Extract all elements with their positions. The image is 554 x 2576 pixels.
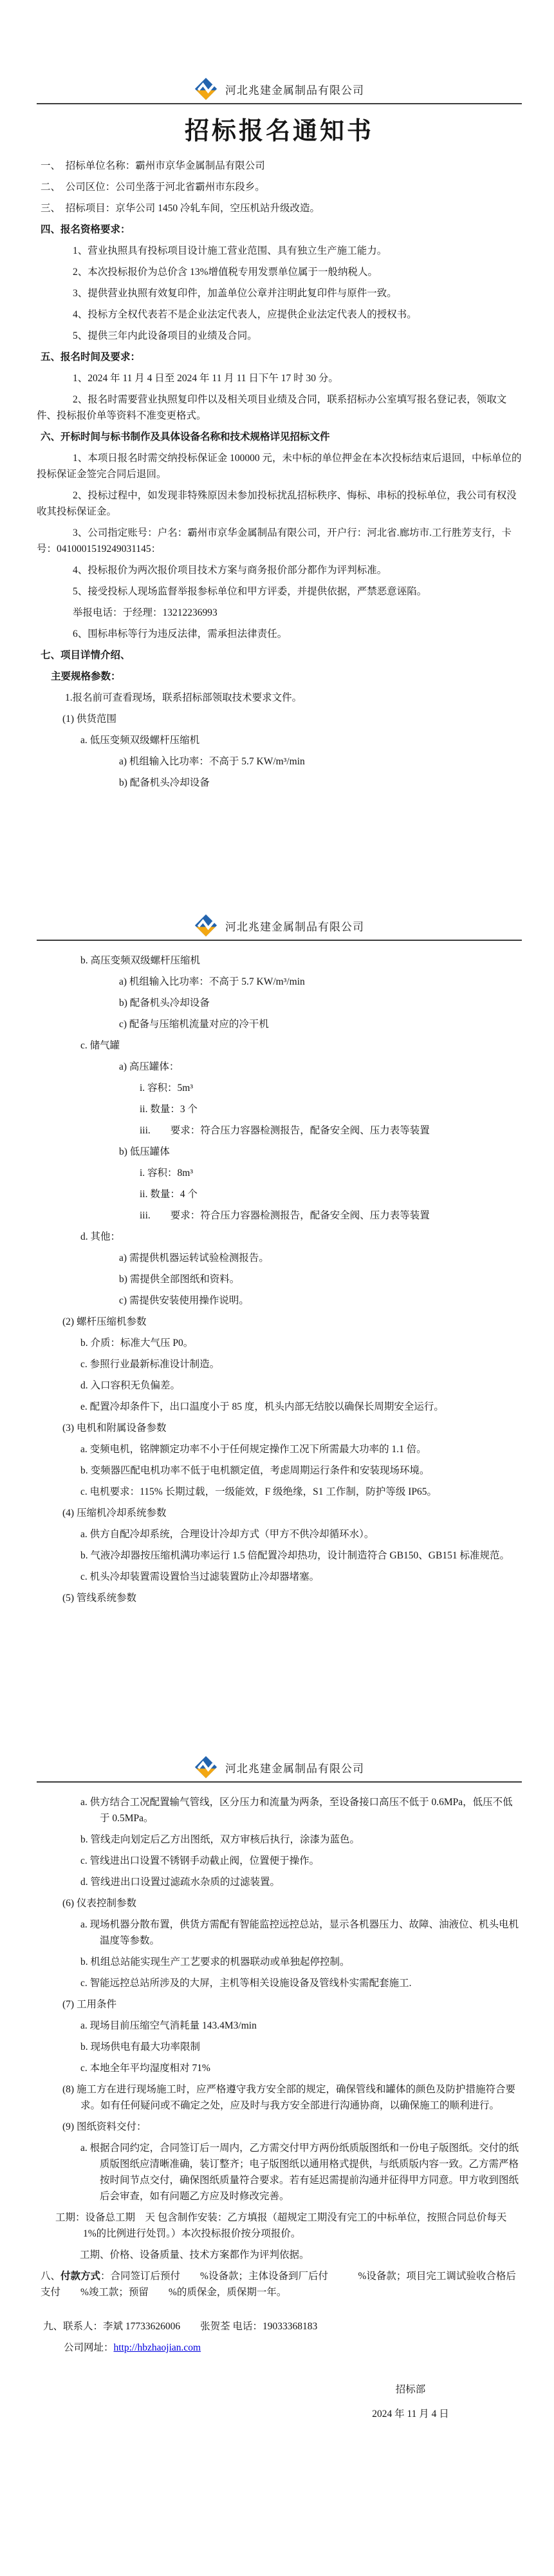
paragraph-line: (4) 压缩机冷却系统参数 (62, 1508, 167, 1519)
paragraph-line: b. 介质：标准大气压 P0。 (80, 1338, 194, 1349)
paragraph-line: a. 根据合同约定，合同签订后一周内，乙方需交付甲方两份纸质版图纸和一份电子版图纸。交付的纸质版图纸应清晰准确，装订整齐；电子版图纸以通用格式提供，与纸质版内容一致。乙方需严格按时间节点交付，确保图纸质量符合要求。若有延迟需提前沟通并征得甲方同意。甲方收到图纸后会审查，如有问题乙方应及时修改完善。 (80, 2143, 519, 2202)
company-logo-icon (194, 1756, 217, 1779)
paragraph-line: d. 管线进出口设置过滤疏水杂质的过滤装置。 (80, 1877, 281, 1888)
page-header (37, 1717, 522, 1779)
paragraph-line: 工期：设备总工期 天 包含制作安装：乙方填报（超规定工期没有完工的中标单位，按照合同总价每天 1%的比例进行处罚。）本次投标报价按分项报价。 (55, 2212, 507, 2239)
paragraph-line: 6、围标串标等行为违反法律，需承担法律责任。 (73, 629, 288, 639)
paragraph-line: 四、报名资格要求： (41, 224, 131, 235)
page-1-content (37, 158, 522, 791)
header-rule (37, 1781, 522, 1783)
page-header (37, 0, 522, 100)
text-segment: ：合同签订后预付 %设备款；主体设备到厂后付 %设备款；项目完工调试验收合格后支付 %竣工款；预留 %的质保金，质保期一年。 (41, 2271, 516, 2298)
paragraph-line: iii. 要求：符合压力容器检测报告，配备安全阀、压力表等装置 (140, 1210, 430, 1221)
paragraph-line: 七、项目详情介绍、 (41, 650, 131, 661)
paragraph-line: 3、公司指定账号：户名：霸州市京华金属制品有限公司，开户行：河北省.廊坊市.工行胜芳支行，卡号：0410001519249031145： (37, 527, 512, 554)
website-line (37, 2340, 522, 2356)
text-segment: 八、 (41, 2271, 61, 2282)
paragraph-line: 主要规格参数： (51, 671, 121, 682)
company-name: 河北兆建金属制品有限公司 (225, 920, 364, 933)
paragraph-line: (6) 仪表控制参数 (62, 1898, 136, 1909)
website-label: 公司网址： (64, 2342, 114, 2353)
paragraph-line: c. 参照行业最新标准设计制造。 (80, 1359, 220, 1370)
page-header (37, 858, 522, 937)
paragraph-line: a. 现场目前压缩空气消耗量 143.4M3/min (80, 2020, 257, 2031)
paragraph-line: 1.报名前可查看现场，联系招标部领取技术要求文件。 (65, 692, 302, 703)
page-3 (0, 1717, 554, 2576)
paragraph-line: b. 现场供电有最大功率限制 (80, 2041, 201, 2052)
paragraph-line: 5、接受投标人现场监督举报参标单位和甲方评委，并提供依据，严禁恶意诬陷。 (73, 586, 427, 597)
paragraph-line: b. 变频器匹配电机功率不低于电机额定值，考虑周期运行条件和安装现场环境。 (80, 1465, 430, 1476)
paragraph-line: a. 供方自配冷却系统，合理设计冷却方式（甲方不供冷却循环水）。 (80, 1529, 374, 1540)
paragraph-line: a. 低压变频双级螺杆压缩机 (80, 735, 200, 746)
paragraph-line: 五、报名时间及要求： (41, 352, 141, 363)
paragraph-line: (8) 施工方在进行现场施工时，应严格遵守我方安全部的规定，确保管线和罐体的颜色及防护措施符合要求。如有任何疑问或不确定之处，应及时与我方安全部进行沟通协商，以确保施工的顺利进行。 (62, 2084, 515, 2111)
paragraph-line: d. 入口容积无负偏差。 (80, 1380, 181, 1391)
paragraph-line: b) 配备机头冷却设备 (119, 777, 210, 788)
paragraph-line: b) 需提供全部图纸和资料。 (119, 1274, 240, 1285)
paragraph-line: a. 变频电机，铭牌额定功率不小于任何规定操作工况下所需最大功率的 1.1 倍。 (80, 1444, 427, 1455)
paragraph-line: b) 配备机头冷却设备 (119, 998, 210, 1009)
paragraph-line: b. 机组总站能实现生产工艺要求的机器联动或单独起停控制。 (80, 1956, 350, 1967)
header-rule (37, 940, 522, 941)
paragraph-line: c. 智能远控总站所涉及的大屏，主机等相关设施设备及管线朴实需配套施工. (80, 1978, 412, 1989)
payment-terms (37, 2268, 522, 2300)
paragraph-line: 六、开标时间与标书制作及具体设备名称和技术规格详见招标文件 (41, 431, 330, 442)
paragraph-line: iii. 要求：符合压力容器检测报告，配备安全阀、压力表等装置 (140, 1125, 430, 1136)
paragraph-line: a) 需提供机器运转试验检测报告。 (119, 1253, 269, 1264)
paragraph-line: a. 供方结合工况配置输气管线，区分压力和流量为两条，至设备接口高压不低于 0.6MPa，低压不低于 0.5MPa。 (80, 1797, 513, 1824)
company-logo-icon (194, 914, 217, 937)
company-logo-icon (194, 77, 217, 100)
paragraph-line: c) 需提供安装使用操作说明。 (119, 1295, 249, 1306)
page-2-content (37, 952, 522, 1606)
paragraph-line: 2、本次投标报价为总价含 13%增值税专用发票单位属于一般纳税人。 (73, 267, 378, 278)
header-rule (37, 103, 522, 104)
paragraph-line: c) 配备与压缩机流量对应的冷干机 (119, 1019, 269, 1030)
page-2 (0, 858, 554, 1717)
paragraph-line: ii. 数量：3 个 (140, 1104, 198, 1115)
paragraph-line: 5、提供三年内此设备项目的业绩及合同。 (73, 330, 257, 341)
paragraph-line: (2) 螺杆压缩机参数 (62, 1316, 147, 1327)
company-name: 河北兆建金属制品有限公司 (225, 1762, 364, 1775)
paragraph-line: d. 其他： (80, 1231, 121, 1242)
paragraph-line: 三、 招标项目：京华公司 1450 冷轧车间，空压机站升级改造。 (41, 203, 320, 214)
paragraph-line: a) 机组输入比功率：不高于 5.7 KW/m³/min (119, 756, 305, 767)
paragraph-line: b) 低压罐体 (119, 1146, 170, 1157)
paragraph-line: 1、营业执照具有投标项目设计施工营业范围、具有独立生产施工能力。 (73, 245, 387, 256)
paragraph-line: 2、投标过程中，如发现非特殊原因未参加投标扰乱招标秩序、悔标、串标的投标单位，我公司有权没收其投标保证金。 (37, 490, 517, 517)
paragraph-line: e. 配置冷却条件下，出口温度小于 85 度，机头内部无结胶以确保长周期安全运行。 (80, 1401, 444, 1412)
paragraph-line: 工期、价格、设备质量、技术方案都作为评判依据。 (80, 2249, 309, 2260)
page-3-content (37, 1794, 522, 2334)
paragraph-line: c. 储气罐 (80, 1040, 120, 1051)
paragraph-line: i. 容积：8m³ (140, 1168, 194, 1179)
paragraph-line: a. 现场机器分散布置，供货方需配有智能监控远控总站，显示各机器压力、故障、油液位、机头电机温度等参数。 (80, 1919, 519, 1946)
paragraph-line: 二、 公司区位：公司坐落于河北省霸州市东段乡。 (41, 182, 265, 193)
payment-label: 付款方式 (60, 2271, 101, 2282)
signature-date: 2024 年 11 月 4 日 (372, 2409, 449, 2420)
paragraph-line: c. 电机要求：115% 长期过载，一级能效，F 级绝缘，S1 工作制，防护等级 IP65。 (80, 1486, 437, 1497)
document-title: 招标报名通知书 (184, 118, 374, 145)
paragraph-line: a) 机组输入比功率：不高于 5.7 KW/m³/min (119, 976, 305, 987)
paragraph-line: (1) 供货范围 (62, 714, 116, 724)
paragraph-line: 1、2024 年 11 月 4 日至 2024 年 11 月 11 日下午 17 时 30 分。 (73, 373, 338, 384)
paragraph-line: c. 机头冷却装置需设置恰当过滤装置防止冷却器堵塞。 (80, 1571, 320, 1582)
paragraph-line: (9) 图纸资料交付： (62, 2121, 147, 2132)
company-name: 河北兆建金属制品有限公司 (225, 84, 364, 97)
paragraph-line: i. 容积：5m³ (140, 1083, 194, 1094)
paragraph-line: b. 高压变频双级螺杆压缩机 (80, 955, 201, 966)
paragraph-line: 4、投标方全权代表若不是企业法定代表人，应提供企业法定代表人的授权书。 (73, 309, 417, 320)
page-1 (0, 0, 554, 858)
paragraph-line: 1、本项日报名时需交纳投标保证金 100000 元，未中标的单位押金在本次投标结束后退回，中标单位的投标保证金签完合同后退回。 (37, 453, 522, 480)
contact-line: 九、联系人：李斌 17733626006 张贺荃 电话：19033368183 (43, 2321, 318, 2332)
paragraph-line: 一、 招标单位名称：霸州市京华金属制品有限公司 (41, 160, 265, 171)
signature-department: 招标部 (395, 2384, 426, 2395)
signature-block (349, 2382, 472, 2420)
paragraph-line: ii. 数量：4 个 (140, 1189, 198, 1200)
paragraph-line: (3) 电机和附属设备参数 (62, 1423, 167, 1434)
paragraph-line: c. 本地全年平均湿度相对 71% (80, 2063, 210, 2074)
paragraph-line: b. 气液冷却器按压缩机满功率运行 1.5 倍配置冷却热功，设计制造符合 GB150、GB151 标准规范。 (80, 1550, 510, 1561)
paragraph-line: 举报电话：于经理：13212236993 (73, 607, 217, 618)
paragraph-line: a) 高压罐体： (119, 1061, 180, 1072)
paragraph-line: c. 管线进出口设置不锈钢手动截止阀，位置便于操作。 (80, 1855, 320, 1866)
paragraph-line: (7) 工用条件 (62, 1999, 116, 2010)
paragraph-line: 2、报名时需要营业执照复印件以及相关项目业绩及合同，联系招标办公室填写报名登记表，领取文件、投标报价单等资料不准变更格式。 (37, 394, 507, 421)
paragraph-line: 3、提供营业执照有效复印件，加盖单位公章并注明此复印件与原件一致。 (73, 288, 397, 299)
paragraph-line: 4、投标报价为两次报价项目技术方案与商务报价部分都作为评判标准。 (73, 565, 387, 576)
paragraph-line: b. 管线走向划定后乙方出图纸，双方审核后执行，涂漆为蓝色。 (80, 1834, 360, 1845)
website-link[interactable]: http://hbzhaojian.com (113, 2342, 201, 2353)
paragraph-line: (5) 管线系统参数 (62, 1593, 136, 1604)
